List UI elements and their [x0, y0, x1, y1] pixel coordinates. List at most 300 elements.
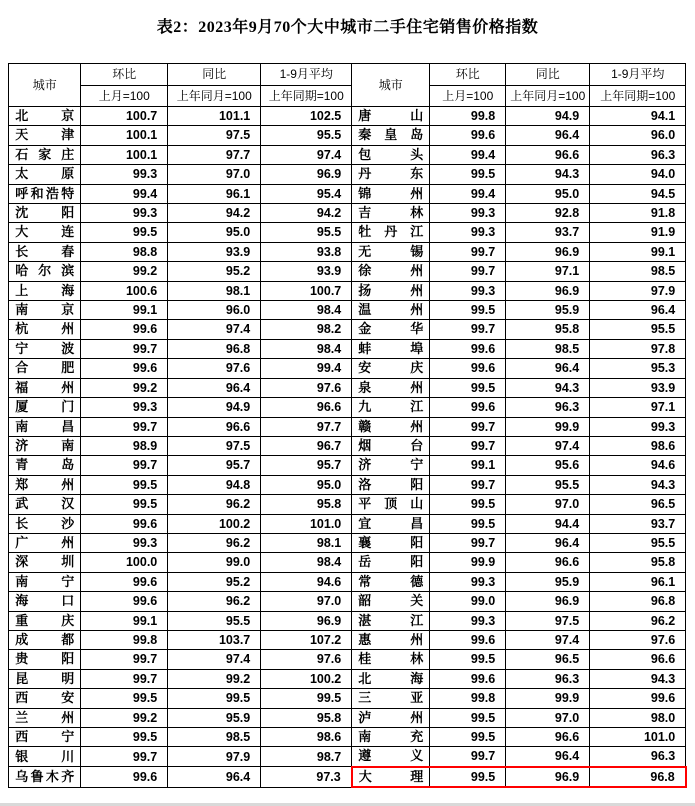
city-cell: 郑州: [9, 475, 81, 494]
avg-value-cell: 91.9: [590, 223, 686, 242]
mom-value-cell: 99.5: [430, 165, 506, 184]
yoy-value-cell: 98.5: [168, 728, 261, 747]
yoy-value-cell: 95.5: [168, 611, 261, 630]
yoy-value-cell: 92.8: [506, 204, 590, 223]
header-mom-right: 环比: [430, 64, 506, 86]
avg-value-cell: 93.8: [261, 242, 352, 261]
table-row: [9, 165, 686, 184]
table-row: [9, 145, 686, 164]
table-row: [9, 320, 686, 339]
avg-value-cell: 97.6: [590, 630, 686, 649]
mom-value-cell: 99.3: [430, 281, 506, 300]
table-row: [9, 456, 686, 475]
yoy-value-cell: 96.4: [506, 126, 590, 145]
mom-value-cell: 99.1: [81, 301, 168, 320]
city-cell: 济南: [9, 436, 81, 455]
avg-value-cell: 98.6: [261, 728, 352, 747]
yoy-value-cell: 96.4: [168, 767, 261, 787]
city-cell: 湛江: [352, 611, 430, 630]
mom-value-cell: 99.3: [81, 533, 168, 552]
mom-value-cell: 99.2: [81, 262, 168, 281]
header-yoy-base-right: 上年同月=100: [506, 85, 590, 107]
city-cell: 牡丹江: [352, 223, 430, 242]
avg-value-cell: 96.8: [590, 592, 686, 611]
avg-value-cell: 96.3: [590, 747, 686, 767]
mom-value-cell: 99.8: [81, 630, 168, 649]
mom-value-cell: 99.3: [430, 223, 506, 242]
mom-value-cell: 99.7: [81, 669, 168, 688]
header-avg-right: 1-9月平均: [590, 64, 686, 86]
avg-value-cell: 94.1: [590, 107, 686, 126]
avg-value-cell: 94.6: [590, 456, 686, 475]
yoy-value-cell: 95.9: [506, 572, 590, 591]
header-yoy-left: 同比: [168, 64, 261, 86]
avg-value-cell: 99.6: [590, 689, 686, 708]
mom-value-cell: 100.0: [81, 553, 168, 572]
mom-value-cell: 99.6: [81, 767, 168, 787]
city-cell: 深圳: [9, 553, 81, 572]
city-cell: 厦门: [9, 398, 81, 417]
city-cell: 大理: [352, 767, 430, 787]
avg-value-cell: 94.3: [590, 475, 686, 494]
header-mom-base-right: 上月=100: [430, 85, 506, 107]
header-yoy-right: 同比: [506, 64, 590, 86]
city-cell: 长沙: [9, 514, 81, 533]
avg-value-cell: 99.3: [590, 417, 686, 436]
yoy-value-cell: 96.5: [506, 650, 590, 669]
city-cell: 贵阳: [9, 650, 81, 669]
mom-value-cell: 99.7: [430, 320, 506, 339]
yoy-value-cell: 98.1: [168, 281, 261, 300]
mom-value-cell: 99.7: [430, 262, 506, 281]
avg-value-cell: 98.2: [261, 320, 352, 339]
table-row: [9, 281, 686, 300]
city-cell: 秦皇岛: [352, 126, 430, 145]
table-row: [9, 339, 686, 358]
table-row: [9, 184, 686, 203]
yoy-value-cell: 96.9: [506, 281, 590, 300]
avg-value-cell: 95.5: [261, 223, 352, 242]
mom-value-cell: 99.5: [430, 378, 506, 397]
city-cell: 泉州: [352, 378, 430, 397]
city-cell: 遵义: [352, 747, 430, 767]
avg-value-cell: 98.7: [261, 747, 352, 767]
header-mom-base-left: 上月=100: [81, 85, 168, 107]
table-row: [9, 514, 686, 533]
city-cell: 福州: [9, 378, 81, 397]
avg-value-cell: 97.0: [261, 592, 352, 611]
mom-value-cell: 99.7: [430, 242, 506, 261]
avg-value-cell: 94.0: [590, 165, 686, 184]
yoy-value-cell: 97.4: [168, 320, 261, 339]
city-cell: 沈阳: [9, 204, 81, 223]
header-avg-base-left: 上年同期=100: [261, 85, 352, 107]
mom-value-cell: 99.6: [430, 630, 506, 649]
highlighted-table-row: [9, 767, 686, 787]
yoy-value-cell: 95.0: [168, 223, 261, 242]
city-cell: 哈尔滨: [9, 262, 81, 281]
yoy-value-cell: 96.3: [506, 669, 590, 688]
city-cell: 平顶山: [352, 495, 430, 514]
yoy-value-cell: 97.1: [506, 262, 590, 281]
avg-value-cell: 96.1: [590, 572, 686, 591]
header-row-1: [9, 64, 686, 86]
mom-value-cell: 99.4: [430, 145, 506, 164]
avg-value-cell: 96.2: [590, 611, 686, 630]
mom-value-cell: 99.5: [81, 495, 168, 514]
avg-value-cell: 97.4: [261, 145, 352, 164]
city-cell: 成都: [9, 630, 81, 649]
mom-value-cell: 99.5: [430, 708, 506, 727]
table-row: [9, 378, 686, 397]
yoy-value-cell: 97.4: [506, 630, 590, 649]
avg-value-cell: 96.6: [590, 650, 686, 669]
mom-value-cell: 99.5: [430, 650, 506, 669]
city-cell: 三亚: [352, 689, 430, 708]
city-cell: 韶关: [352, 592, 430, 611]
avg-value-cell: 96.9: [261, 165, 352, 184]
table-row: [9, 572, 686, 591]
avg-value-cell: 107.2: [261, 630, 352, 649]
mom-value-cell: 99.2: [81, 378, 168, 397]
yoy-value-cell: 96.6: [506, 553, 590, 572]
yoy-value-cell: 99.5: [168, 689, 261, 708]
yoy-value-cell: 96.4: [506, 533, 590, 552]
avg-value-cell: 97.3: [261, 767, 352, 787]
avg-value-cell: 93.9: [261, 262, 352, 281]
table-row: [9, 107, 686, 126]
city-cell: 常德: [352, 572, 430, 591]
avg-value-cell: 98.6: [590, 436, 686, 455]
mom-value-cell: 99.0: [430, 592, 506, 611]
mom-value-cell: 99.5: [81, 223, 168, 242]
avg-value-cell: 93.7: [590, 514, 686, 533]
yoy-value-cell: 96.4: [168, 378, 261, 397]
avg-value-cell: 102.5: [261, 107, 352, 126]
mom-value-cell: 100.1: [81, 145, 168, 164]
mom-value-cell: 100.7: [81, 107, 168, 126]
yoy-value-cell: 96.8: [168, 339, 261, 358]
city-cell: 青岛: [9, 456, 81, 475]
yoy-value-cell: 99.9: [506, 689, 590, 708]
header-row-2: [9, 85, 686, 107]
yoy-value-cell: 96.9: [506, 767, 590, 787]
avg-value-cell: 98.1: [261, 533, 352, 552]
mom-value-cell: 99.7: [430, 533, 506, 552]
yoy-value-cell: 97.7: [168, 145, 261, 164]
header-city-left: 城市: [9, 64, 81, 107]
mom-value-cell: 99.3: [430, 204, 506, 223]
table-row: [9, 223, 686, 242]
mom-value-cell: 99.7: [81, 417, 168, 436]
city-cell: 南昌: [9, 417, 81, 436]
yoy-value-cell: 94.8: [168, 475, 261, 494]
city-cell: 西宁: [9, 728, 81, 747]
avg-value-cell: 99.1: [590, 242, 686, 261]
city-cell: 九江: [352, 398, 430, 417]
city-cell: 安庆: [352, 359, 430, 378]
yoy-value-cell: 95.2: [168, 262, 261, 281]
avg-value-cell: 91.8: [590, 204, 686, 223]
price-index-table: [8, 63, 687, 788]
avg-value-cell: 96.7: [261, 436, 352, 455]
city-cell: 宁波: [9, 339, 81, 358]
table-row: [9, 611, 686, 630]
city-cell: 温州: [352, 301, 430, 320]
table-body: [9, 107, 686, 788]
avg-value-cell: 95.8: [261, 495, 352, 514]
avg-value-cell: 94.6: [261, 572, 352, 591]
yoy-value-cell: 103.7: [168, 630, 261, 649]
city-cell: 南充: [352, 728, 430, 747]
mom-value-cell: 99.6: [430, 126, 506, 145]
mom-value-cell: 99.5: [81, 475, 168, 494]
avg-value-cell: 98.5: [590, 262, 686, 281]
yoy-value-cell: 94.3: [506, 165, 590, 184]
mom-value-cell: 98.8: [81, 242, 168, 261]
mom-value-cell: 100.6: [81, 281, 168, 300]
city-cell: 惠州: [352, 630, 430, 649]
mom-value-cell: 99.9: [430, 553, 506, 572]
city-cell: 银川: [9, 747, 81, 767]
yoy-value-cell: 93.7: [506, 223, 590, 242]
mom-value-cell: 99.8: [430, 107, 506, 126]
mom-value-cell: 99.6: [81, 359, 168, 378]
city-cell: 西安: [9, 689, 81, 708]
avg-value-cell: 100.2: [261, 669, 352, 688]
yoy-value-cell: 94.3: [506, 378, 590, 397]
city-cell: 赣州: [352, 417, 430, 436]
table-row: [9, 650, 686, 669]
mom-value-cell: 99.5: [81, 728, 168, 747]
city-cell: 太原: [9, 165, 81, 184]
yoy-value-cell: 94.9: [506, 107, 590, 126]
avg-value-cell: 97.1: [590, 398, 686, 417]
avg-value-cell: 96.6: [261, 398, 352, 417]
yoy-value-cell: 96.2: [168, 533, 261, 552]
avg-value-cell: 99.4: [261, 359, 352, 378]
yoy-value-cell: 96.1: [168, 184, 261, 203]
city-cell: 南京: [9, 301, 81, 320]
yoy-value-cell: 98.5: [506, 339, 590, 358]
avg-value-cell: 95.5: [261, 126, 352, 145]
city-cell: 包头: [352, 145, 430, 164]
city-cell: 无锡: [352, 242, 430, 261]
header-avg-base-right: 上年同期=100: [590, 85, 686, 107]
yoy-value-cell: 96.9: [506, 242, 590, 261]
table-row: [9, 262, 686, 281]
avg-value-cell: 98.4: [261, 301, 352, 320]
city-cell: 北海: [352, 669, 430, 688]
yoy-value-cell: 95.5: [506, 475, 590, 494]
avg-value-cell: 96.5: [590, 495, 686, 514]
table-row: [9, 242, 686, 261]
mom-value-cell: 99.6: [81, 592, 168, 611]
table-row: [9, 398, 686, 417]
city-cell: 丹东: [352, 165, 430, 184]
table-row: [9, 417, 686, 436]
city-cell: 济宁: [352, 456, 430, 475]
mom-value-cell: 99.5: [430, 514, 506, 533]
avg-value-cell: 95.0: [261, 475, 352, 494]
city-cell: 吉林: [352, 204, 430, 223]
city-cell: 武汉: [9, 495, 81, 514]
header-mom-left: 环比: [81, 64, 168, 86]
mom-value-cell: 99.7: [81, 456, 168, 475]
yoy-value-cell: 95.0: [506, 184, 590, 203]
table-row: [9, 630, 686, 649]
avg-value-cell: 93.9: [590, 378, 686, 397]
avg-value-cell: 98.4: [261, 339, 352, 358]
avg-value-cell: 101.0: [590, 728, 686, 747]
mom-value-cell: 99.5: [430, 301, 506, 320]
avg-value-cell: 96.3: [590, 145, 686, 164]
yoy-value-cell: 96.6: [506, 145, 590, 164]
city-cell: 重庆: [9, 611, 81, 630]
city-cell: 昆明: [9, 669, 81, 688]
yoy-value-cell: 95.9: [506, 301, 590, 320]
mom-value-cell: 99.6: [430, 669, 506, 688]
table-row: [9, 301, 686, 320]
yoy-value-cell: 97.0: [506, 708, 590, 727]
mom-value-cell: 99.3: [81, 398, 168, 417]
yoy-value-cell: 96.6: [506, 728, 590, 747]
avg-value-cell: 95.5: [590, 320, 686, 339]
yoy-value-cell: 97.0: [506, 495, 590, 514]
avg-value-cell: 98.0: [590, 708, 686, 727]
avg-value-cell: 95.5: [590, 533, 686, 552]
yoy-value-cell: 96.6: [168, 417, 261, 436]
yoy-value-cell: 99.2: [168, 669, 261, 688]
yoy-value-cell: 97.0: [168, 165, 261, 184]
mom-value-cell: 99.3: [430, 611, 506, 630]
avg-value-cell: 96.8: [590, 767, 686, 787]
mom-value-cell: 99.7: [81, 339, 168, 358]
city-cell: 呼和浩特: [9, 184, 81, 203]
city-cell: 大连: [9, 223, 81, 242]
mom-value-cell: 100.1: [81, 126, 168, 145]
yoy-value-cell: 96.0: [168, 301, 261, 320]
yoy-value-cell: 96.4: [506, 747, 590, 767]
yoy-value-cell: 97.5: [168, 126, 261, 145]
mom-value-cell: 99.7: [430, 417, 506, 436]
yoy-value-cell: 95.7: [168, 456, 261, 475]
city-cell: 上海: [9, 281, 81, 300]
avg-value-cell: 95.7: [261, 456, 352, 475]
table-row: [9, 533, 686, 552]
city-cell: 宜昌: [352, 514, 430, 533]
table-row: [9, 689, 686, 708]
mom-value-cell: 99.4: [430, 184, 506, 203]
mom-value-cell: 99.5: [430, 728, 506, 747]
city-cell: 天津: [9, 126, 81, 145]
yoy-value-cell: 97.5: [168, 436, 261, 455]
city-cell: 金华: [352, 320, 430, 339]
table-row: [9, 708, 686, 727]
avg-value-cell: 95.3: [590, 359, 686, 378]
yoy-value-cell: 100.2: [168, 514, 261, 533]
yoy-value-cell: 94.2: [168, 204, 261, 223]
mom-value-cell: 99.5: [430, 495, 506, 514]
avg-value-cell: 97.7: [261, 417, 352, 436]
mom-value-cell: 99.3: [81, 204, 168, 223]
city-cell: 蚌埠: [352, 339, 430, 358]
table-header: [9, 64, 686, 107]
city-cell: 泸州: [352, 708, 430, 727]
avg-value-cell: 100.7: [261, 281, 352, 300]
city-cell: 唐山: [352, 107, 430, 126]
yoy-value-cell: 95.8: [506, 320, 590, 339]
city-cell: 海口: [9, 592, 81, 611]
yoy-value-cell: 96.4: [506, 359, 590, 378]
mom-value-cell: 99.4: [81, 184, 168, 203]
avg-value-cell: 97.6: [261, 378, 352, 397]
yoy-value-cell: 97.6: [168, 359, 261, 378]
city-cell: 石家庄: [9, 145, 81, 164]
table-row: [9, 592, 686, 611]
avg-value-cell: 94.2: [261, 204, 352, 223]
mom-value-cell: 99.6: [430, 359, 506, 378]
city-cell: 扬州: [352, 281, 430, 300]
city-cell: 兰州: [9, 708, 81, 727]
table-row: [9, 553, 686, 572]
avg-value-cell: 95.8: [590, 553, 686, 572]
mom-value-cell: 99.5: [81, 689, 168, 708]
yoy-value-cell: 97.5: [506, 611, 590, 630]
yoy-value-cell: 97.9: [168, 747, 261, 767]
table-row: [9, 747, 686, 767]
mom-value-cell: 99.8: [430, 689, 506, 708]
yoy-value-cell: 96.2: [168, 592, 261, 611]
table-row: [9, 669, 686, 688]
yoy-value-cell: 95.6: [506, 456, 590, 475]
city-cell: 烟台: [352, 436, 430, 455]
avg-value-cell: 95.8: [261, 708, 352, 727]
yoy-value-cell: 94.4: [506, 514, 590, 533]
mom-value-cell: 99.2: [81, 708, 168, 727]
mom-value-cell: 99.6: [81, 514, 168, 533]
avg-value-cell: 97.8: [590, 339, 686, 358]
city-cell: 北京: [9, 107, 81, 126]
mom-value-cell: 99.1: [430, 456, 506, 475]
yoy-value-cell: 97.4: [168, 650, 261, 669]
city-cell: 合肥: [9, 359, 81, 378]
city-cell: 南宁: [9, 572, 81, 591]
mom-value-cell: 98.9: [81, 436, 168, 455]
city-cell: 广州: [9, 533, 81, 552]
yoy-value-cell: 96.9: [506, 592, 590, 611]
mom-value-cell: 99.6: [81, 572, 168, 591]
city-cell: 襄阳: [352, 533, 430, 552]
table-row: [9, 475, 686, 494]
table-row: [9, 436, 686, 455]
avg-value-cell: 96.0: [590, 126, 686, 145]
avg-value-cell: 97.6: [261, 650, 352, 669]
city-cell: 长春: [9, 242, 81, 261]
avg-value-cell: 96.9: [261, 611, 352, 630]
yoy-value-cell: 94.9: [168, 398, 261, 417]
yoy-value-cell: 96.3: [506, 398, 590, 417]
mom-value-cell: 99.6: [430, 398, 506, 417]
avg-value-cell: 97.9: [590, 281, 686, 300]
city-cell: 洛阳: [352, 475, 430, 494]
table-row: [9, 728, 686, 747]
avg-value-cell: 96.4: [590, 301, 686, 320]
table-row: [9, 126, 686, 145]
mom-value-cell: 99.7: [81, 650, 168, 669]
mom-value-cell: 99.7: [430, 475, 506, 494]
yoy-value-cell: 99.9: [506, 417, 590, 436]
